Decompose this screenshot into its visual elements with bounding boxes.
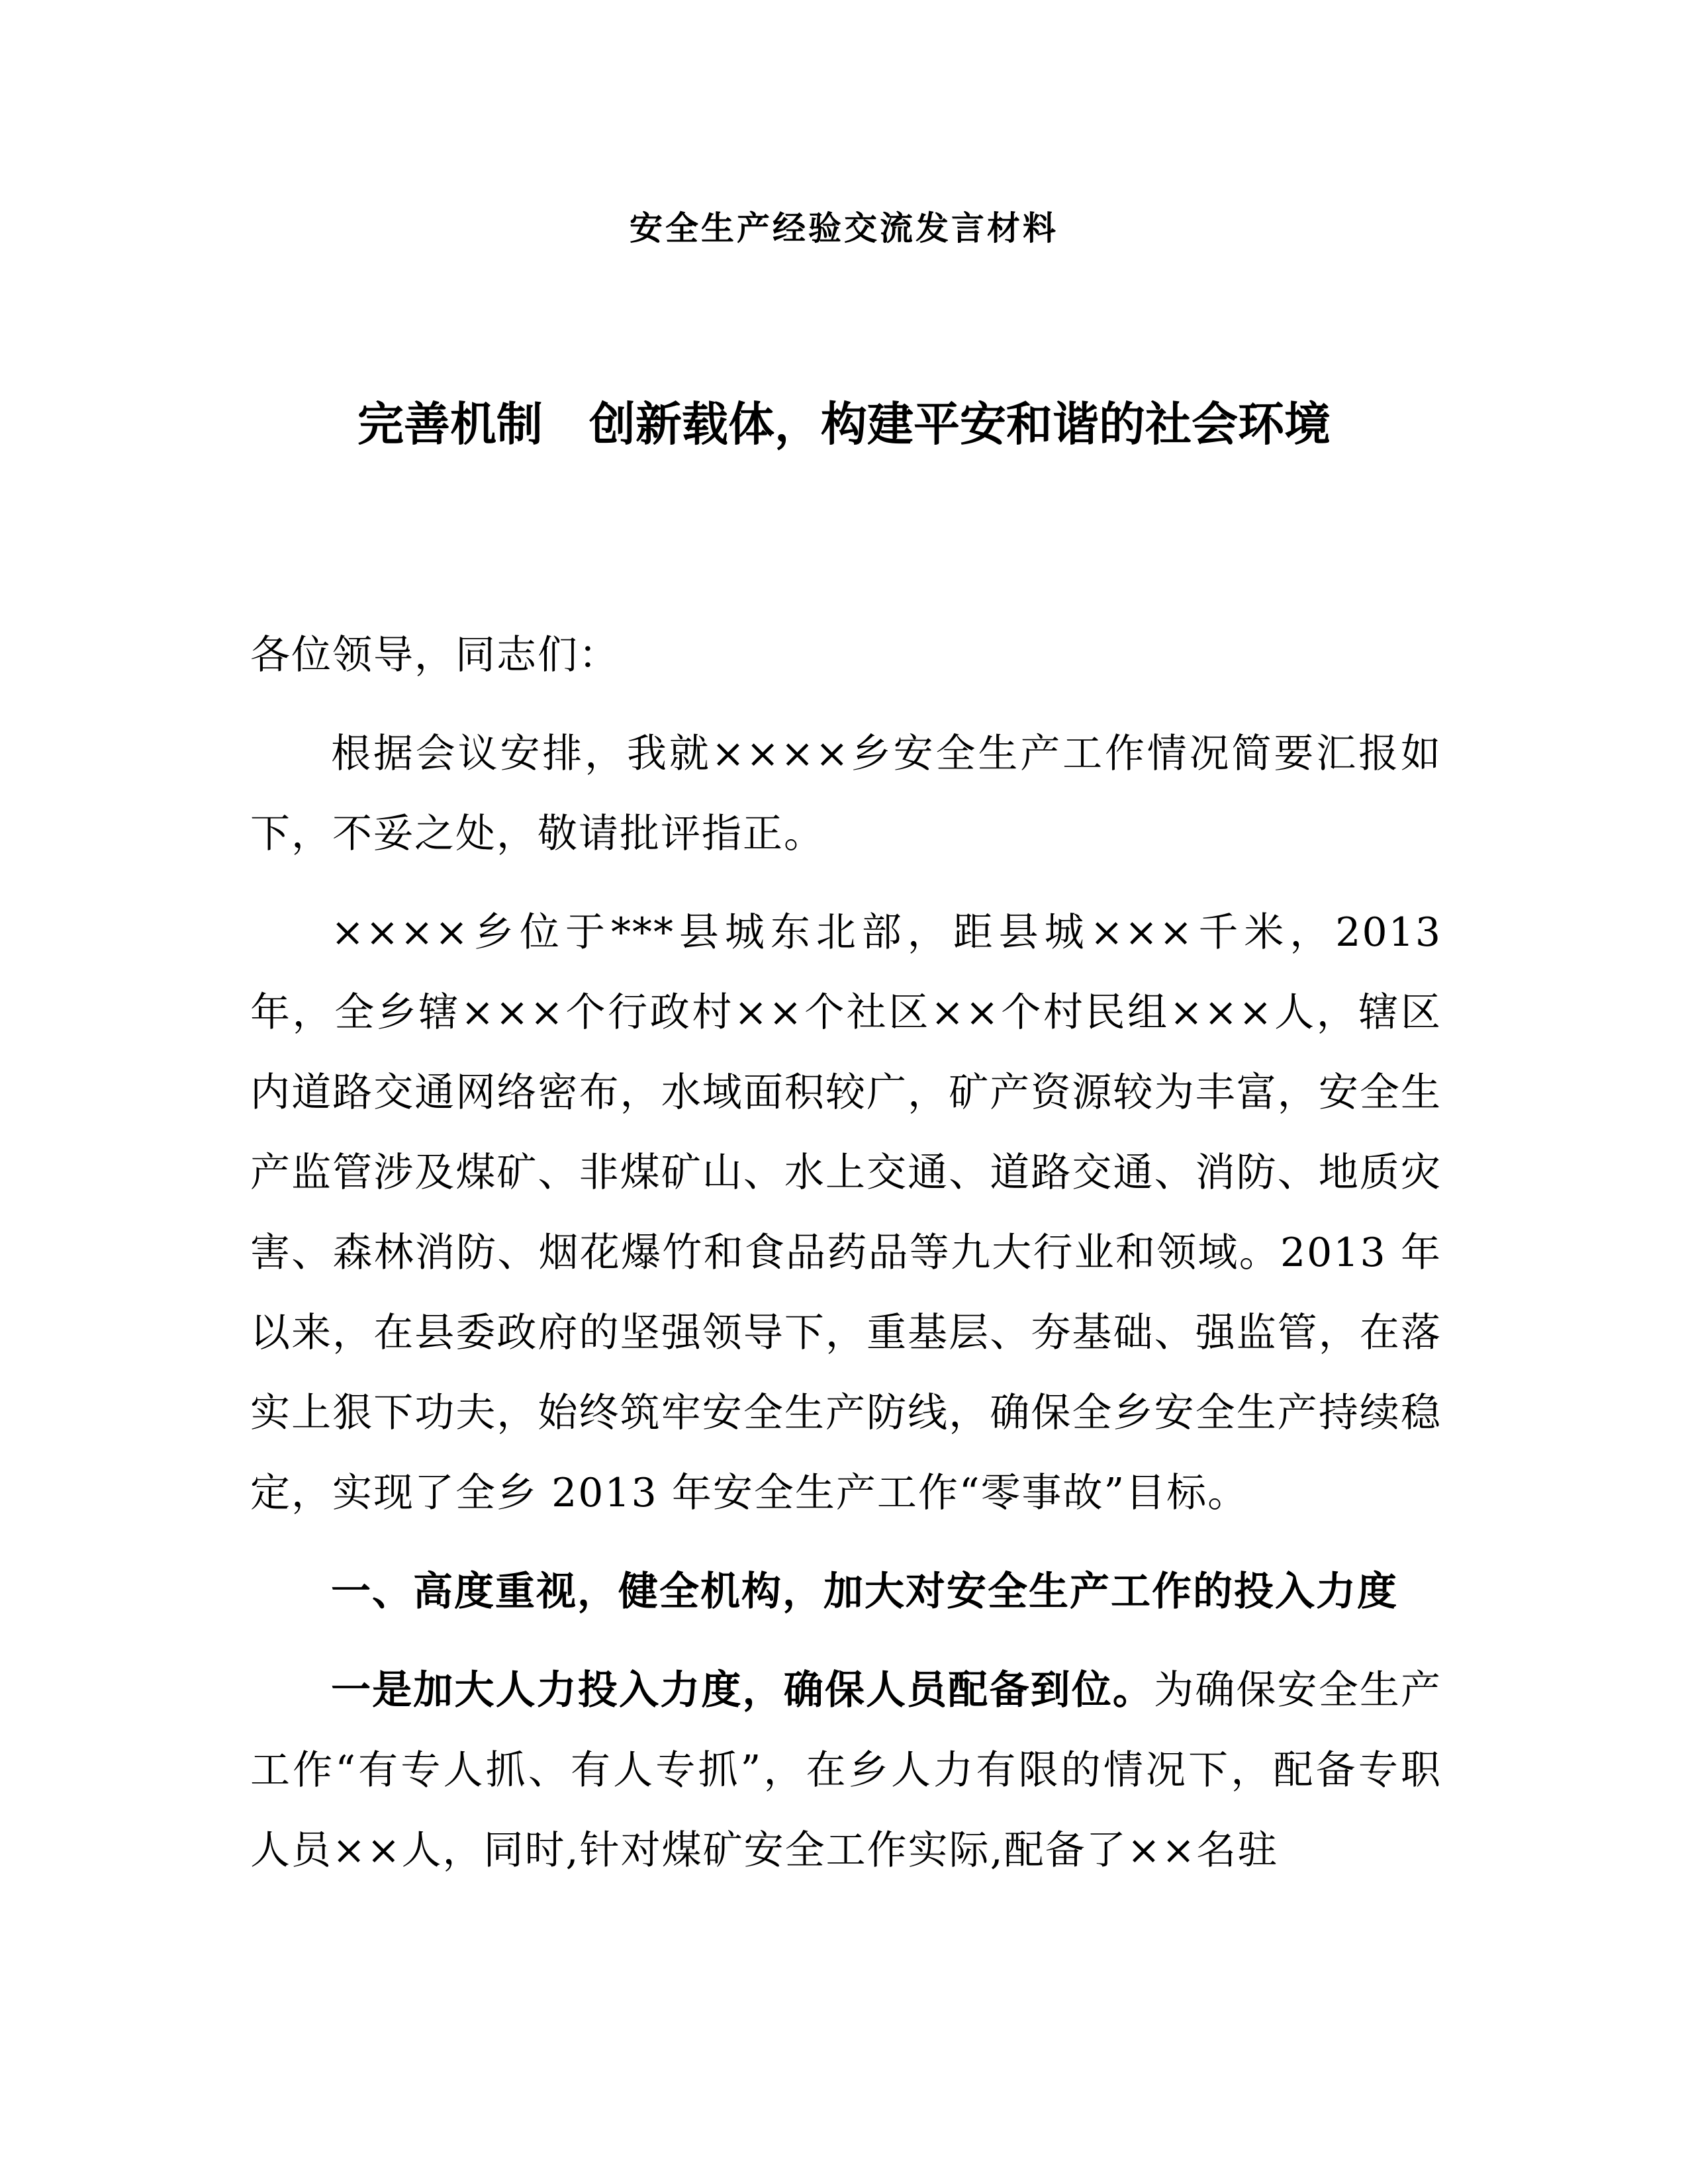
paragraph-intro: 根据会议安排，我就××××乡安全生产工作情况简要汇报如下，不妥之处，敬请批评指正。	[250, 731, 1442, 857]
section-paragraph	[250, 1651, 1442, 1891]
section-paragraph-lead: 一是加大人力投入力度，确保人员配备到位。	[331, 1667, 1154, 1713]
paragraph-overview: ××××乡位于***县城东北部，距县城×××千米，2013 年，全乡辖×××个行政村××个社区××个村民组×××人，辖区内道路交通网络密布，水域面积较广，矿产资源较为丰富，安全生产监管涉及煤矿、非煤矿山、水上交通、道路交通、消防、地质灾害、森林消防、烟花爆竹和食品药品等九大行业和领域。2013 年以来，在县委政府的坚强领导下，重基层、夯基础、强监管，在落实上狠下功夫，始终筑牢安全生产防线，确保全乡安全生产持续稳定，实现了全乡 2013 年安全生产工作“零事故”目标。	[250, 909, 1442, 1516]
document-label: 安全生产经验交流发言材料	[630, 208, 1058, 248]
document-body	[250, 615, 1442, 1891]
section-paragraph-text: 为确保安全生产工作“有专人抓、有人专抓”，在乡人力有限的情况下，配备专职人员××人，同时,针对煤矿安全工作实际,配备了××名驻	[250, 1667, 1442, 1874]
section-heading: 一、高度重视，健全机构，加大对安全生产工作的投入力度	[331, 1569, 1398, 1615]
document-title: 完善机制 创新载体，构建平安和谐的社会环境	[357, 396, 1331, 451]
salutation: 各位领导，同志们：	[250, 632, 620, 678]
